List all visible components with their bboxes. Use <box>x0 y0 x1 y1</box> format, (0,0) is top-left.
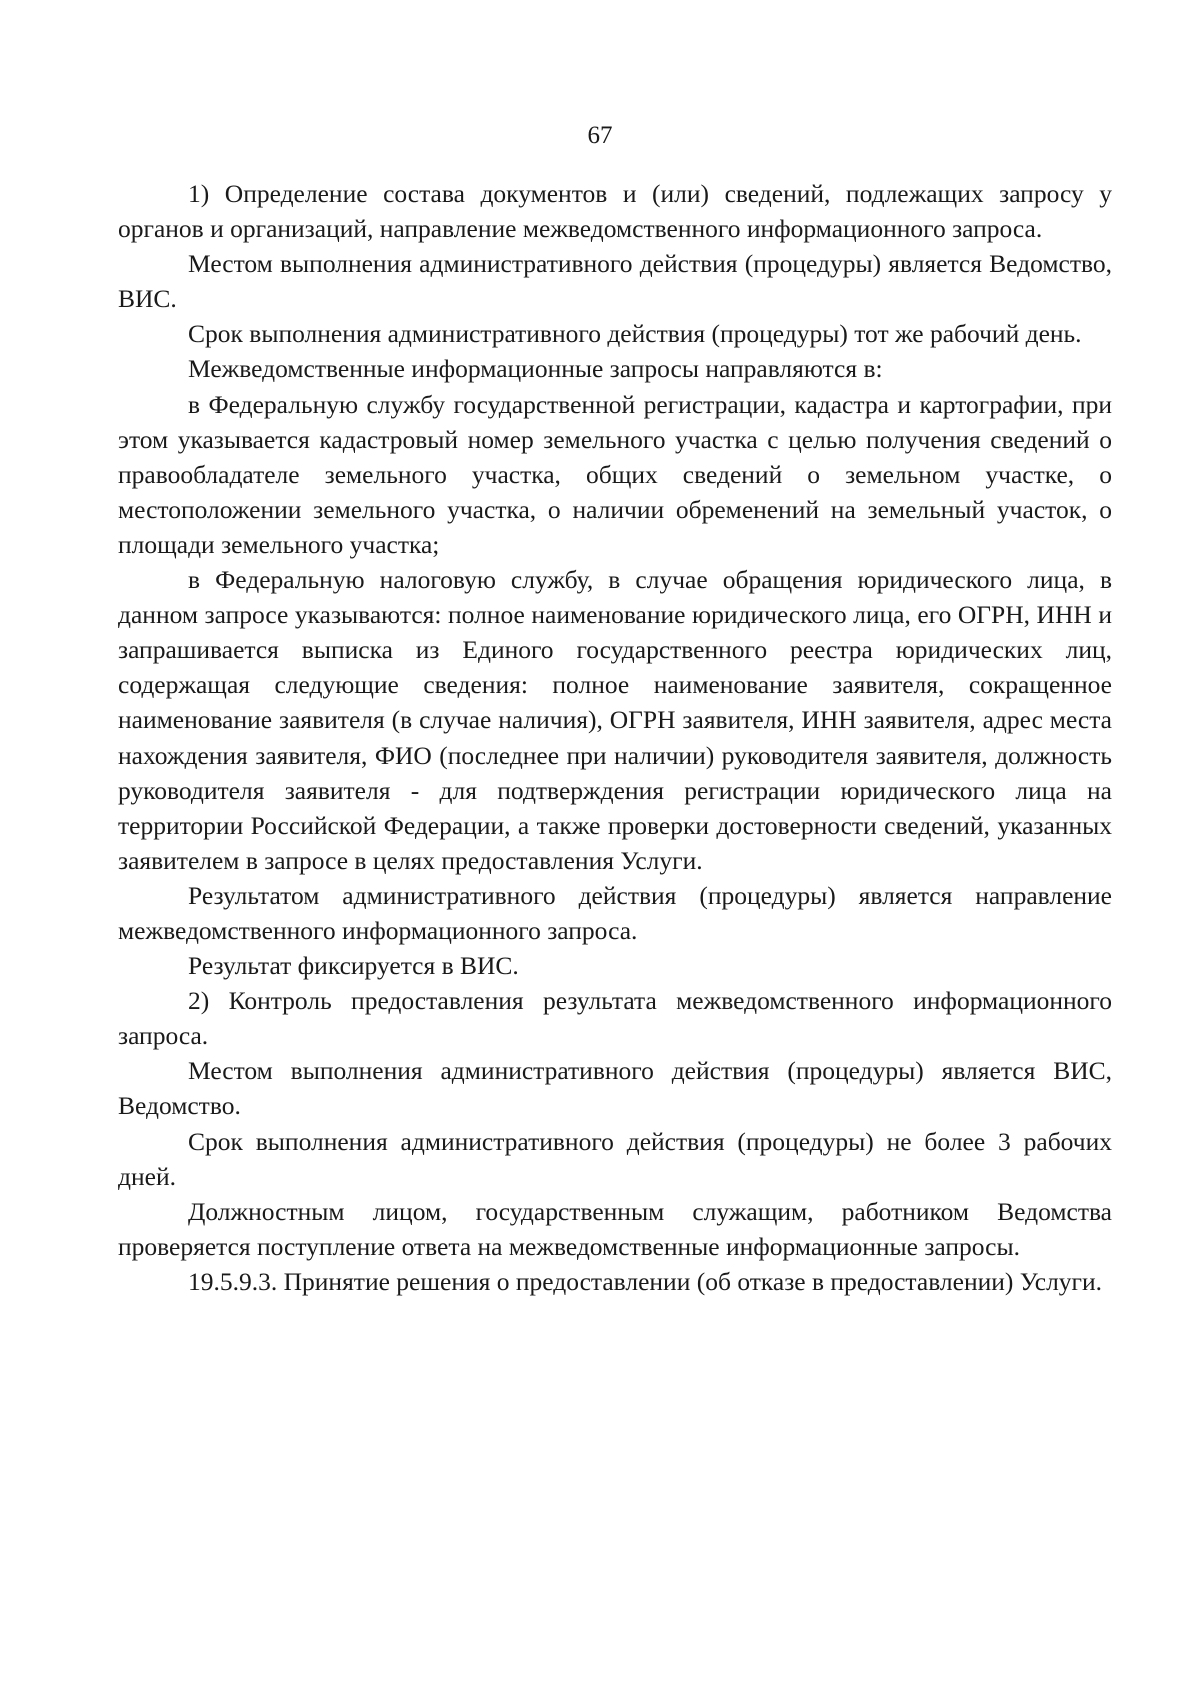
paragraph-step-2: 2) Контроль предоставления результата межведомственного информационного запроса. <box>118 986 1112 1051</box>
paragraph-requests-intro: Межведомственные информационные запросы направляются в: <box>188 354 883 384</box>
paragraph-result-1: Результатом административного действия (процедуры) является направление межведомственного информационного запроса. <box>118 880 1112 945</box>
paragraph-place-1: Местом выполнения административного действия (процедуры) является Ведомство, ВИС. <box>118 249 1112 314</box>
paragraph-step-1: 1) Определение состава документов и (или) сведений, подлежащих запросу у органов и организаций, направление межведомственного информационного запроса. <box>118 179 1112 244</box>
paragraph-section-19-5-9-3: 19.5.9.3. Принятие решения о предоставлении (об отказе в предоставлении) Услуги. <box>188 1266 1103 1296</box>
paragraph-place-2: Местом выполнения административного действия (процедуры) является ВИС, Ведомство. <box>118 1056 1112 1121</box>
paragraph-rosreestr-request: в Федеральную службу государственной регистрации, кадастра и картографии, при этом указывается кадастровый номер земельного участка с целью получения сведений о правообладателе земельного участка, общих сведений о земельном участке, о местоположении земельного участка, о наличии обременений на земельный участок, о площади земельного участка; <box>118 389 1112 559</box>
paragraph-term-1: Срок выполнения административного действия (процедуры) тот же рабочий день. <box>188 319 1082 349</box>
paragraph-result-fixed: Результат фиксируется в ВИС. <box>188 951 519 981</box>
paragraph-term-2: Срок выполнения административного действия (процедуры) не более 3 рабочих дней. <box>118 1126 1112 1191</box>
paragraph-tax-service-request: в Федеральную налоговую службу, в случае обращения юридического лица, в данном запросе указываются: полное наименование юридического лица, его ОГРН, ИНН и запрашивается выписка из Единого государственного реестра юридических лиц, содержащая следующие сведения: полное наименование заявителя, сокращенное наименование заявителя (в случае наличия), ОГРН заявителя, ИНН заявителя, адрес места нахождения заявителя, ФИО (последнее при наличии) руководителя заявителя, должность руководителя заявителя - для подтверждения регистрации юридического лица на территории Российской Федерации, а также проверки достоверности сведений, указанных заявителем в запросе в целях предоставления Услуги. <box>118 565 1112 875</box>
page-number: 67 <box>587 122 613 149</box>
paragraph-responsible-check: Должностным лицом, государственным служащим, работником Ведомства проверяется поступление ответа на межведомственные информационные запросы. <box>118 1196 1112 1261</box>
document-body <box>118 176 1112 1299</box>
